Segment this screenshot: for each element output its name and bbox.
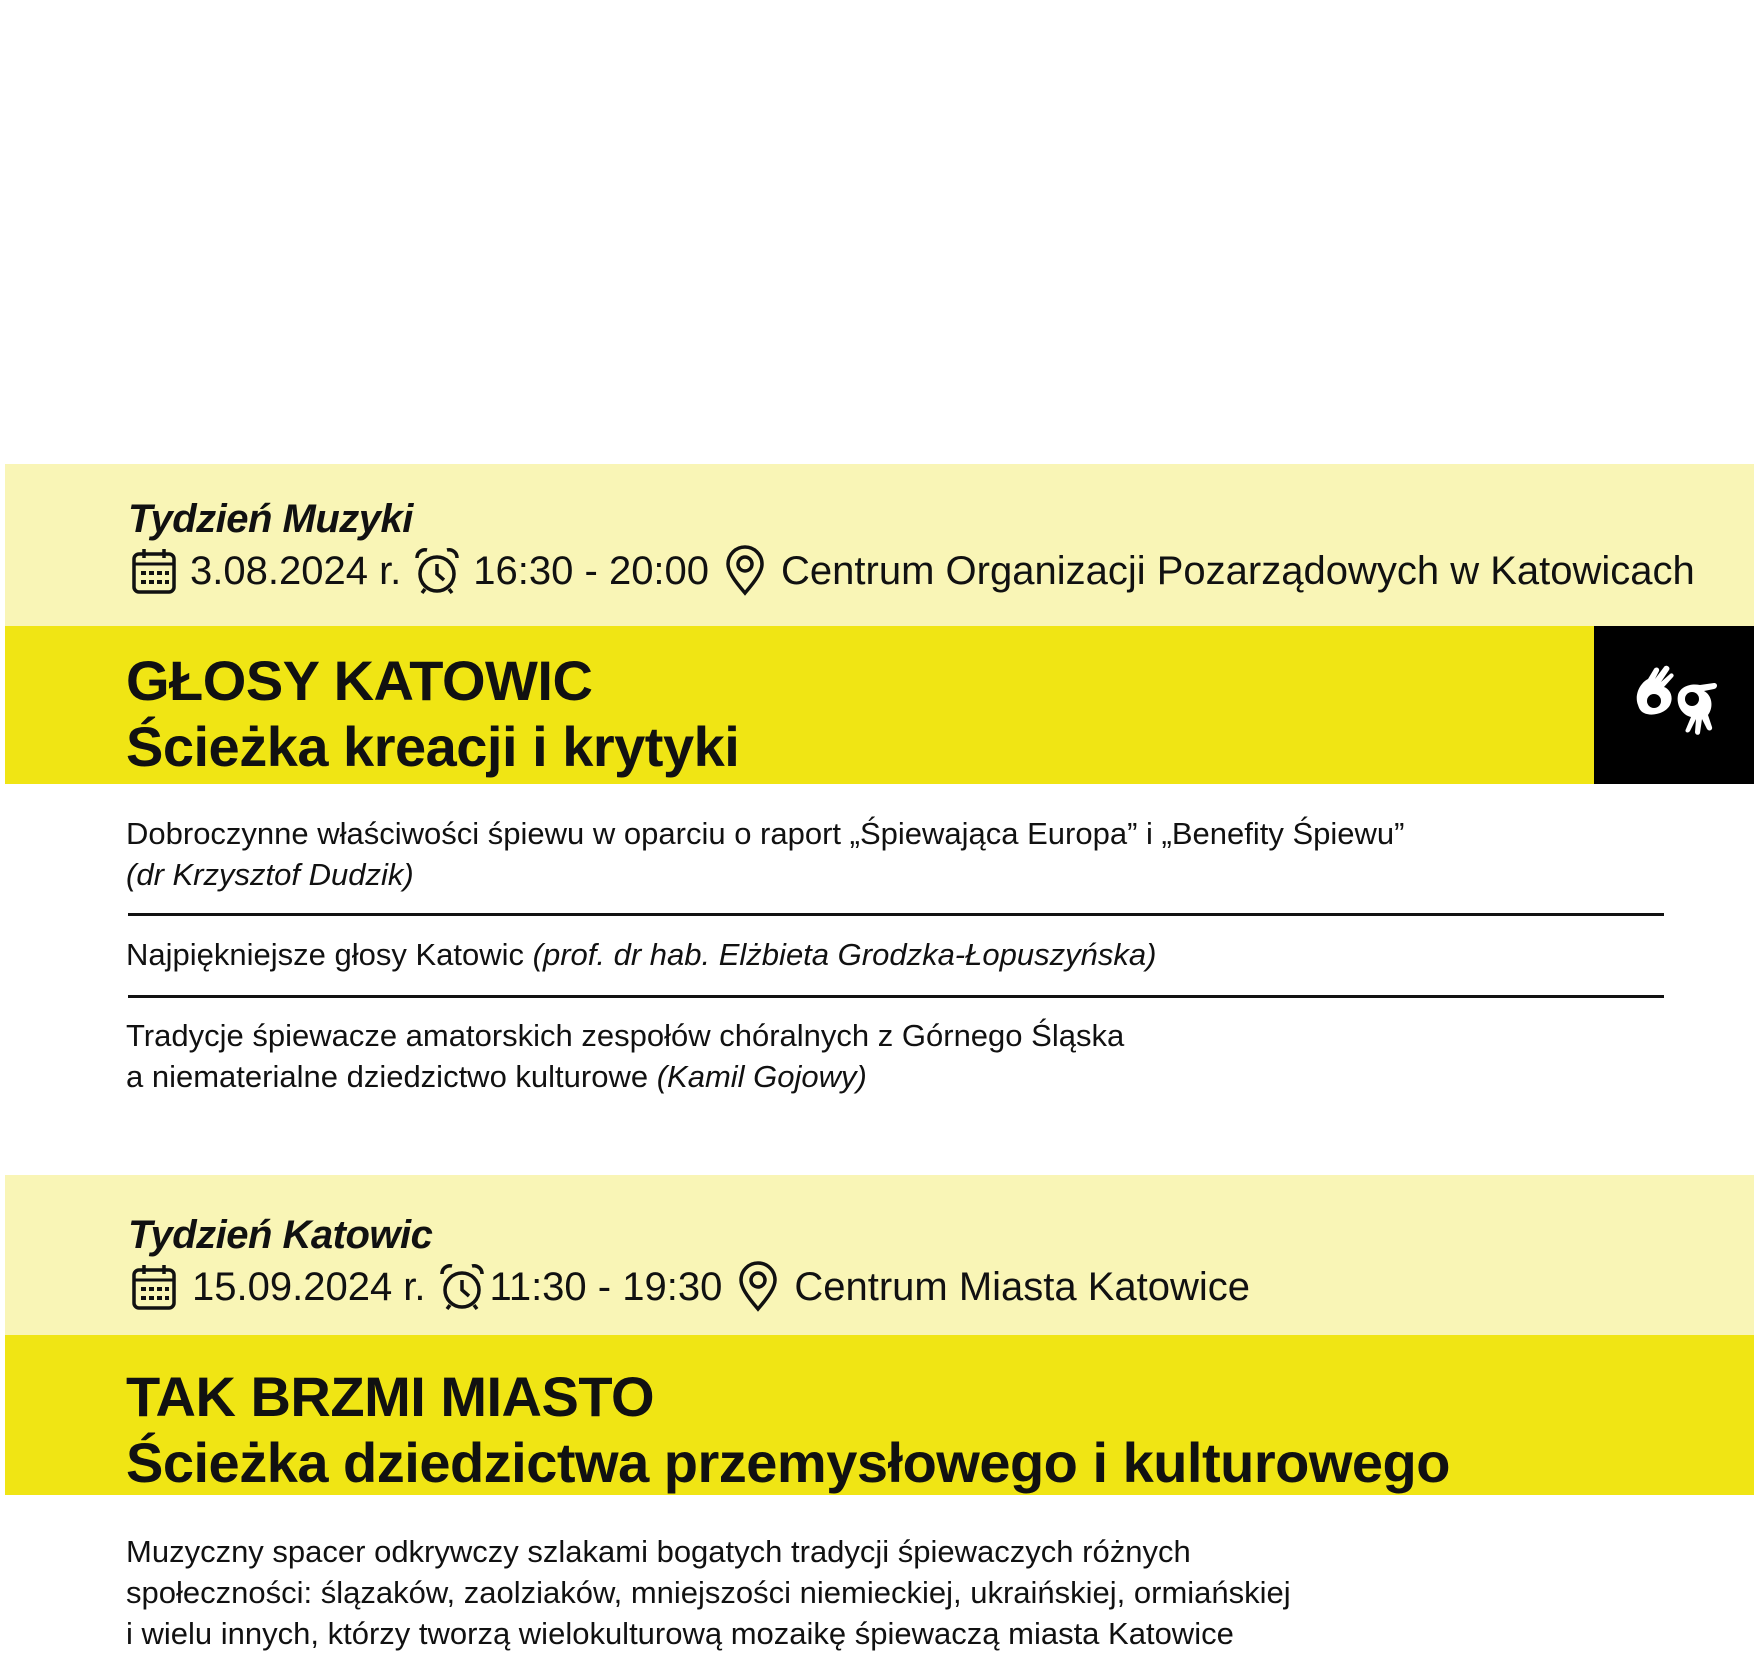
event-2-date: 15.09.2024 r. [192, 1264, 426, 1309]
event-2-subtitle: Ścieżka dziedzictwa przemysłowego i kulturowego [126, 1431, 1450, 1494]
event-2-title-main: TAK BRZMI MIASTO [126, 1365, 655, 1428]
event-1-title-main: GŁOSY KATOWIC [126, 649, 593, 712]
event-2-description-line-2: społeczności: ślązaków, zaolziaków, mniejszości niemieckiej, ukraińskiej, ormiańskiej [126, 1575, 1291, 1610]
divider [128, 913, 1664, 916]
event-1-meta [128, 545, 1705, 597]
event-2-description [126, 1531, 1646, 1654]
event-1-item-1-author: (dr Krzysztof Dudzik) [126, 857, 414, 892]
event-1-item-1 [126, 813, 1646, 895]
calendar-icon [128, 545, 180, 597]
event-1-item-3 [126, 1015, 1646, 1097]
event-1-time: 16:30 - 20:00 [473, 548, 710, 593]
location-pin-icon [732, 1261, 784, 1313]
event-2-description-line-3: i wielu innych, którzy tworzą wielokulturową mozaikę śpiewaczą miasta Katowice [126, 1616, 1234, 1651]
event-1-place: Centrum Organizacji Pozarządowych w Katowicach [781, 548, 1695, 593]
event-2-title [126, 1364, 1450, 1496]
event-1-item-1-text: Dobroczynne właściwości śpiewu w oparciu o raport „Śpiewająca Europa” i „Benefity Śpiewu” [126, 816, 1405, 851]
event-1-item-2 [126, 934, 1646, 975]
event-1-item-2-author: (prof. dr hab. Elżbieta Grodzka-Łopuszyńska) [532, 937, 1157, 972]
event-1-item-3-author: (Kamil Gojowy) [656, 1059, 867, 1094]
sign-language-icon [1628, 665, 1720, 746]
event-2-meta [128, 1261, 1260, 1313]
divider [128, 995, 1664, 998]
event-1-date: 3.08.2024 r. [190, 548, 402, 593]
location-pin-icon [719, 545, 771, 597]
event-2-description-line-1: Muzyczny spacer odkrywczy szlakami bogatych tradycji śpiewaczych różnych [126, 1534, 1191, 1569]
calendar-icon [128, 1261, 180, 1313]
event-2-week-title: Tydzień Katowic [128, 1213, 433, 1257]
alarm-clock-icon [411, 545, 463, 597]
event-1-item-3-text2: a niematerialne dziedzictwo kulturowe [126, 1059, 649, 1094]
event-1-item-2-text: Najpiękniejsze głosy Katowic [126, 937, 525, 972]
alarm-clock-icon [436, 1261, 488, 1313]
event-2-time: 11:30 - 19:30 [489, 1264, 723, 1309]
event-1-item-3-text: Tradycje śpiewacze amatorskich zespołów chóralnych z Górnego Śląska [126, 1018, 1125, 1053]
sign-language-badge [1594, 626, 1754, 784]
event-1-week-title: Tydzień Muzyki [128, 497, 413, 541]
event-2-place: Centrum Miasta Katowice [794, 1264, 1251, 1309]
event-1-title [126, 648, 739, 780]
event-1-subtitle: Ścieżka kreacji i krytyki [126, 715, 740, 778]
